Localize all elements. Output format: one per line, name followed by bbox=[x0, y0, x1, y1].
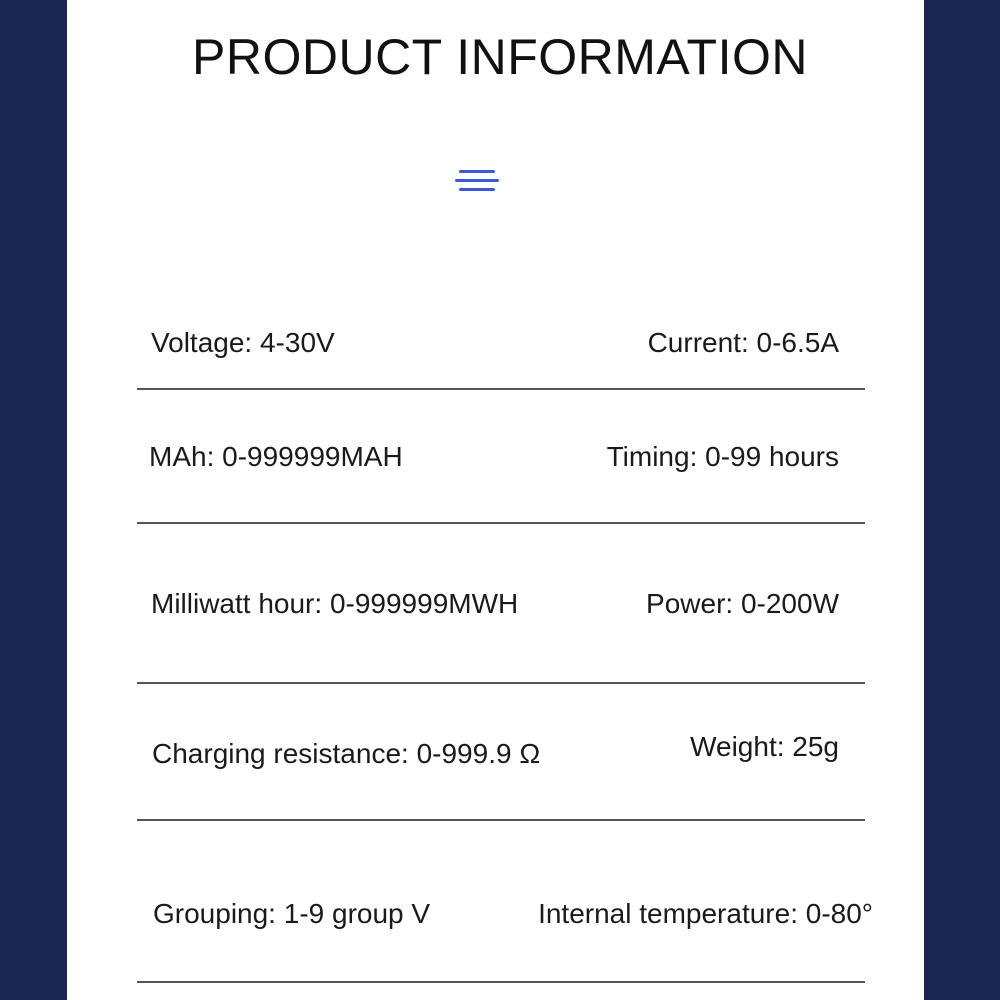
content-panel bbox=[67, 0, 924, 1000]
spec-grouping: Grouping: 1-9 group V bbox=[153, 898, 431, 929]
row-divider bbox=[137, 522, 865, 524]
spec-milliwatt-hour: Milliwatt hour: 0-999999MWH bbox=[151, 588, 519, 619]
spec-power: Power: 0-200W bbox=[646, 588, 839, 619]
page-title: PRODUCT INFORMATION bbox=[192, 29, 808, 85]
menu-icon bbox=[455, 170, 499, 192]
spec-timing: Timing: 0-99 hours bbox=[606, 441, 839, 472]
spec-charging-resistance: Charging resistance: 0-999.9 Ω bbox=[152, 738, 541, 769]
row-divider bbox=[137, 388, 865, 390]
spec-mah: MAh: 0-999999MAH bbox=[149, 441, 403, 472]
spec-internal-temperature: Internal temperature: 0-80° bbox=[538, 898, 873, 929]
row-divider bbox=[137, 682, 865, 684]
spec-current: Current: 0-6.5A bbox=[647, 327, 839, 358]
spec-weight: Weight: 25g bbox=[690, 731, 839, 762]
spec-voltage: Voltage: 4-30V bbox=[151, 327, 335, 358]
row-divider bbox=[137, 981, 865, 983]
row-divider bbox=[137, 819, 865, 821]
